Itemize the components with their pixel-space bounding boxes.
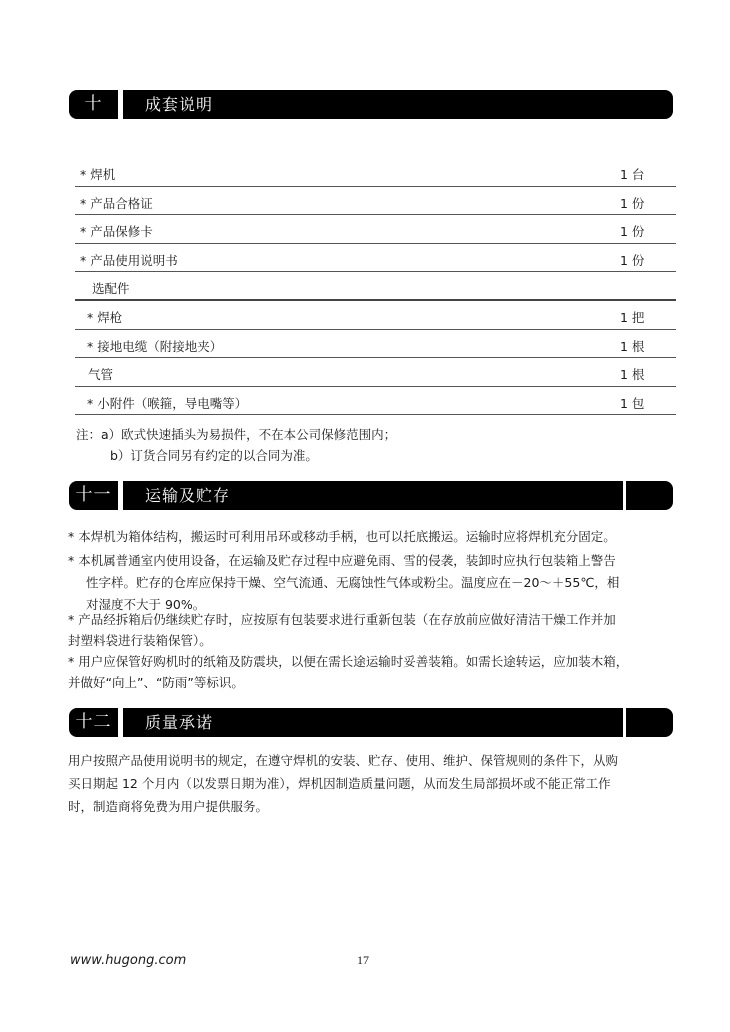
section-title: 质量承诺 [145, 713, 214, 732]
item-quantity: 1 把 [620, 309, 645, 325]
item-quantity: 1 份 [620, 195, 645, 211]
section-number: 十 [84, 94, 103, 114]
section-header-kit [69, 90, 673, 119]
warranty-text: 用户按照产品使用说明书的规定，在遵守焊机的安装、贮存、使用、维护、保管规则的条件下，从购 [68, 753, 619, 768]
transport-text: * 用户应保管好购机时的纸箱及防震块，以便在需长途运输时妥善装箱。如需长途转运，应加装木箱， [68, 654, 629, 669]
note-a: 注：a）欧式快速插头为易损件，不在本公司保修范围内； [76, 427, 397, 442]
section-title: 运输及贮存 [145, 486, 231, 505]
transport-text: * 本机属普通室内使用设备，在运输及贮存过程中应避免雨、雪的侵袭，装卸时应执行包装箱上警告 [68, 553, 616, 568]
page-number: 17 [357, 953, 369, 967]
table-row [75, 187, 676, 216]
item-name: 气管 [88, 367, 114, 383]
item-quantity: 1 份 [620, 224, 645, 240]
item-name: 选配件 [92, 281, 130, 297]
section-divider [118, 90, 123, 119]
section-divider [623, 708, 626, 737]
kit-table [75, 158, 676, 415]
table-row [75, 215, 676, 244]
section-divider [623, 481, 626, 510]
item-name: * 焊机 [80, 167, 116, 182]
table-row [75, 244, 676, 273]
item-quantity: 1 根 [620, 367, 645, 383]
transport-text: 对湿度不大于 90%。 [86, 597, 206, 612]
transport-text: * 本焊机为箱体结构，搬运时可利用吊环或移动手柄，也可以托底搬运。运输时应将焊机充分固定。 [68, 529, 616, 544]
table-row [75, 301, 676, 330]
section-title: 成套说明 [145, 95, 214, 114]
item-quantity: 1 份 [620, 252, 645, 268]
transport-text: 封塑料袋进行装箱保管）。 [68, 633, 212, 648]
table-row [75, 358, 676, 387]
item-name: * 产品使用说明书 [80, 252, 178, 268]
item-name: * 小附件（喉箍，导电嘴等） [87, 395, 248, 411]
section-header-warranty [69, 708, 673, 737]
section-divider [118, 708, 123, 737]
transport-text: 性字样。贮存的仓库应保持干燥、空气流通、无腐蚀性气体或粉尘。温度应在－20～＋55℃，相 [86, 575, 620, 590]
item-quantity: 1 根 [620, 338, 645, 354]
table-row [75, 387, 676, 416]
table-row [75, 330, 676, 359]
footer-website: www.hugong.com [70, 953, 187, 968]
section-number: 十一 [75, 485, 112, 505]
item-name: * 产品保修卡 [80, 224, 153, 240]
section-divider [118, 481, 123, 510]
item-quantity: 1 台 [620, 167, 645, 182]
item-name: * 产品合格证 [80, 195, 153, 211]
table-row-group-header [75, 272, 676, 301]
item-quantity: 1 包 [620, 395, 645, 411]
warranty-text: 时，制造商将免费为用户提供服务。 [68, 799, 269, 814]
item-name: * 焊枪 [87, 309, 123, 325]
item-name: * 接地电缆（附接地夹） [87, 338, 223, 354]
transport-text: 并做好“向上”、“防雨”等标识。 [68, 675, 244, 690]
section-header-transport [69, 481, 673, 510]
note-b: b）订货合同另有约定的以合同为准。 [110, 448, 318, 463]
warranty-text: 买日期起 12 个月内（以发票日期为准），焊机因制造质量问题，从而发生局部损坏或不能正常工作 [68, 776, 611, 791]
section-number: 十二 [75, 712, 112, 732]
table-row [75, 158, 676, 187]
transport-text: * 产品经拆箱后仍继续贮存时，应按原有包装要求进行重新包装（在存放前应做好清洁干燥工作并加 [68, 612, 616, 627]
